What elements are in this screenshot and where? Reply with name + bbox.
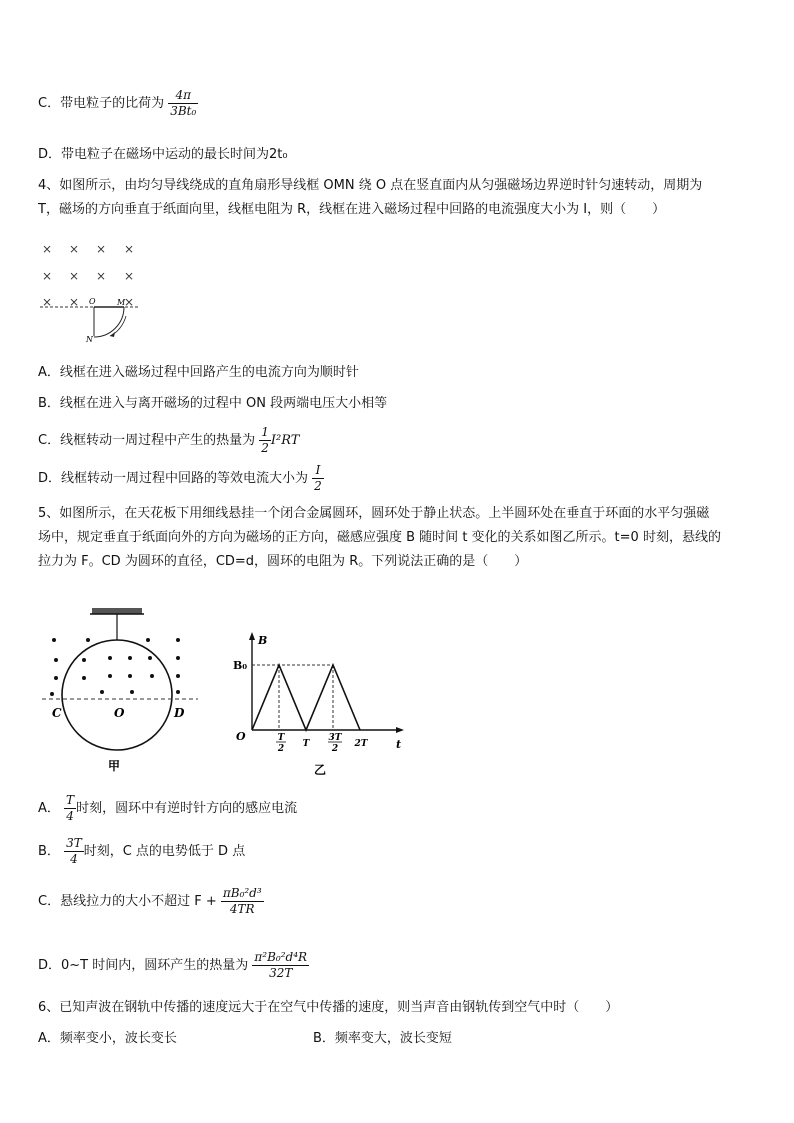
ceiling (92, 608, 142, 614)
cross-mark: × (124, 269, 135, 283)
cross-mark: × (42, 269, 53, 283)
cross-mark: × (69, 295, 80, 309)
q5-option-b-label: B． (38, 844, 60, 859)
q4-option-c-fraction (259, 425, 271, 456)
tick-label-3t-half-den: 2 (331, 744, 339, 754)
q5-option-c-text: C．悬线拉力的大小不超过 F + (38, 894, 217, 909)
cross-mark: × (124, 295, 135, 309)
tick-label-t-half-num: T (277, 733, 285, 743)
q4-option-d (38, 463, 324, 494)
q5-option-c-fraction (221, 886, 264, 917)
fraction-denominator: 3Bt₀ (170, 104, 197, 118)
q5-option-a-fraction (64, 793, 76, 824)
q6-stem: 6、已知声波在钢轨中传播的速度远大于在空气中传播的速度，则当声音由钢轨传到空气中时（ ） (38, 1000, 619, 1015)
origin-label: O (236, 730, 246, 743)
q5-option-a-text: 时刻，圆环中有逆时针方向的感应电流 (76, 801, 298, 816)
q3-option-c-fraction (168, 88, 198, 119)
fraction-denominator: 32T (269, 966, 293, 980)
q4-option-b: B．线框在进入与离开磁场的过程中 ON 段两端电压大小相等 (38, 396, 388, 411)
rotation-arrowhead (110, 332, 115, 337)
label-o: O (89, 297, 96, 306)
fraction-denominator: 2 (314, 479, 322, 493)
q5-option-a-label: A． (38, 801, 60, 816)
fraction-numerator: I (312, 463, 324, 479)
q4-option-c-expression: I²RT (270, 433, 300, 448)
arc-mn (94, 307, 124, 337)
fraction-numerator: T (66, 793, 75, 807)
label-n: N (86, 335, 93, 344)
tick-label-t-half-den: 2 (277, 744, 285, 754)
fraction-denominator: 4 (70, 852, 78, 866)
fraction-numerator: 1 (261, 425, 269, 439)
q5-option-b-fraction (64, 836, 84, 867)
q5-option-d-fraction (252, 950, 309, 981)
q5-option-d-text: D．0~T 时间内，圆环产生的热量为 (38, 958, 249, 973)
label-m: M (117, 298, 126, 307)
fraction-denominator: 4TR (229, 902, 255, 916)
b-t-series-line (252, 665, 360, 730)
q6-option-a: A．频率变小，波长变长 (38, 1031, 177, 1046)
y-axis-arrow (249, 632, 255, 640)
q4-stem-line2: T，磁场的方向垂直于纸面向里，线框电阻为 R，线框在进入磁场过程中回路的电流强度大小为 I，则（ ） (38, 202, 666, 217)
cross-mark: × (96, 242, 107, 256)
label-o: O (114, 706, 125, 720)
x-axis-arrow (396, 727, 404, 733)
q5-stem-line1: 5、如图所示，在天花板下用细线悬挂一个闭合金属圆环，圆环处于静止状态。上半圆环处在垂直于环面的水平匀强磁 (38, 506, 710, 521)
metal-ring (62, 640, 172, 750)
q3-option-c (38, 88, 198, 119)
cross-mark: × (69, 242, 80, 256)
caption-yi: 乙 (314, 763, 327, 777)
cross-mark: × (42, 295, 53, 309)
fraction-numerator: 4π (168, 88, 198, 104)
q4-option-c (38, 425, 299, 456)
rotation-arrow (110, 316, 126, 336)
caption-jia: 甲 (108, 759, 121, 773)
q4-stem-line1: 4、如图所示，由均匀导线绕成的直角扇形导线框 OMN 绕 O 点在竖直面内从匀强磁场边界逆时针匀速转动，周期为 (38, 178, 703, 193)
fraction-denominator: 4 (66, 809, 74, 823)
q6-option-b: B．频率变大，波长变短 (313, 1031, 452, 1046)
fraction-numerator: 3T (66, 836, 82, 850)
q4-figure (36, 238, 146, 344)
q5-stem-line2: 场中，规定垂直于纸面向外的方向为磁场的正方向，磁感应强度 B 随时间 t 变化的关系如图乙所示。t=0 时刻，悬线的 (38, 530, 721, 545)
cross-mark: × (42, 242, 53, 256)
cross-mark: × (124, 242, 135, 256)
b0-tick-label: B₀ (233, 659, 248, 672)
q5-option-c (38, 886, 264, 917)
q5-option-d (38, 950, 309, 981)
q5-stem (38, 502, 760, 574)
fraction-numerator: πB₀²d³ (222, 886, 262, 900)
label-c: C (52, 706, 62, 720)
q5-stem-line3: 拉力为 F。CD 为圆环的直径，CD=d，圆环的电阻为 R。下列说法正确的是（ ） (38, 554, 528, 569)
q3-option-c-text: C．带电粒子的比荷为 (38, 96, 165, 111)
q3-option-d: D．带电粒子在磁场中运动的最长时间为2t₀ (38, 147, 288, 162)
q5-option-b (38, 836, 245, 867)
cross-mark: × (96, 269, 107, 283)
tick-label-3t-half-num: 3T (328, 733, 342, 743)
x-axis-label: t (396, 738, 402, 751)
fraction-numerator: π²B₀²d⁴R (254, 950, 308, 964)
q5-option-b-text: 时刻，C 点的电势低于 D 点 (83, 844, 246, 859)
q4-option-d-fraction (312, 463, 324, 494)
q5-option-a (38, 793, 297, 824)
label-d: D (174, 706, 185, 720)
q5-figure-jia (38, 600, 208, 778)
fraction-denominator: 2 (261, 441, 269, 455)
q4-option-a: A．线框在进入磁场过程中回路产生的电流方向为顺时针 (38, 365, 359, 380)
q4-option-c-text: C．线框转动一周过程中产生的热量为 (38, 433, 256, 448)
q4-stem (38, 174, 760, 222)
q4-option-d-text: D．线框转动一周过程中回路的等效电流大小为 (38, 471, 309, 486)
tick-label-2t: 2T (354, 739, 368, 749)
cross-mark: × (69, 269, 80, 283)
tick-label-t: T (302, 739, 310, 749)
q5-figure-yi (230, 630, 410, 780)
y-axis-label: B (258, 634, 268, 647)
